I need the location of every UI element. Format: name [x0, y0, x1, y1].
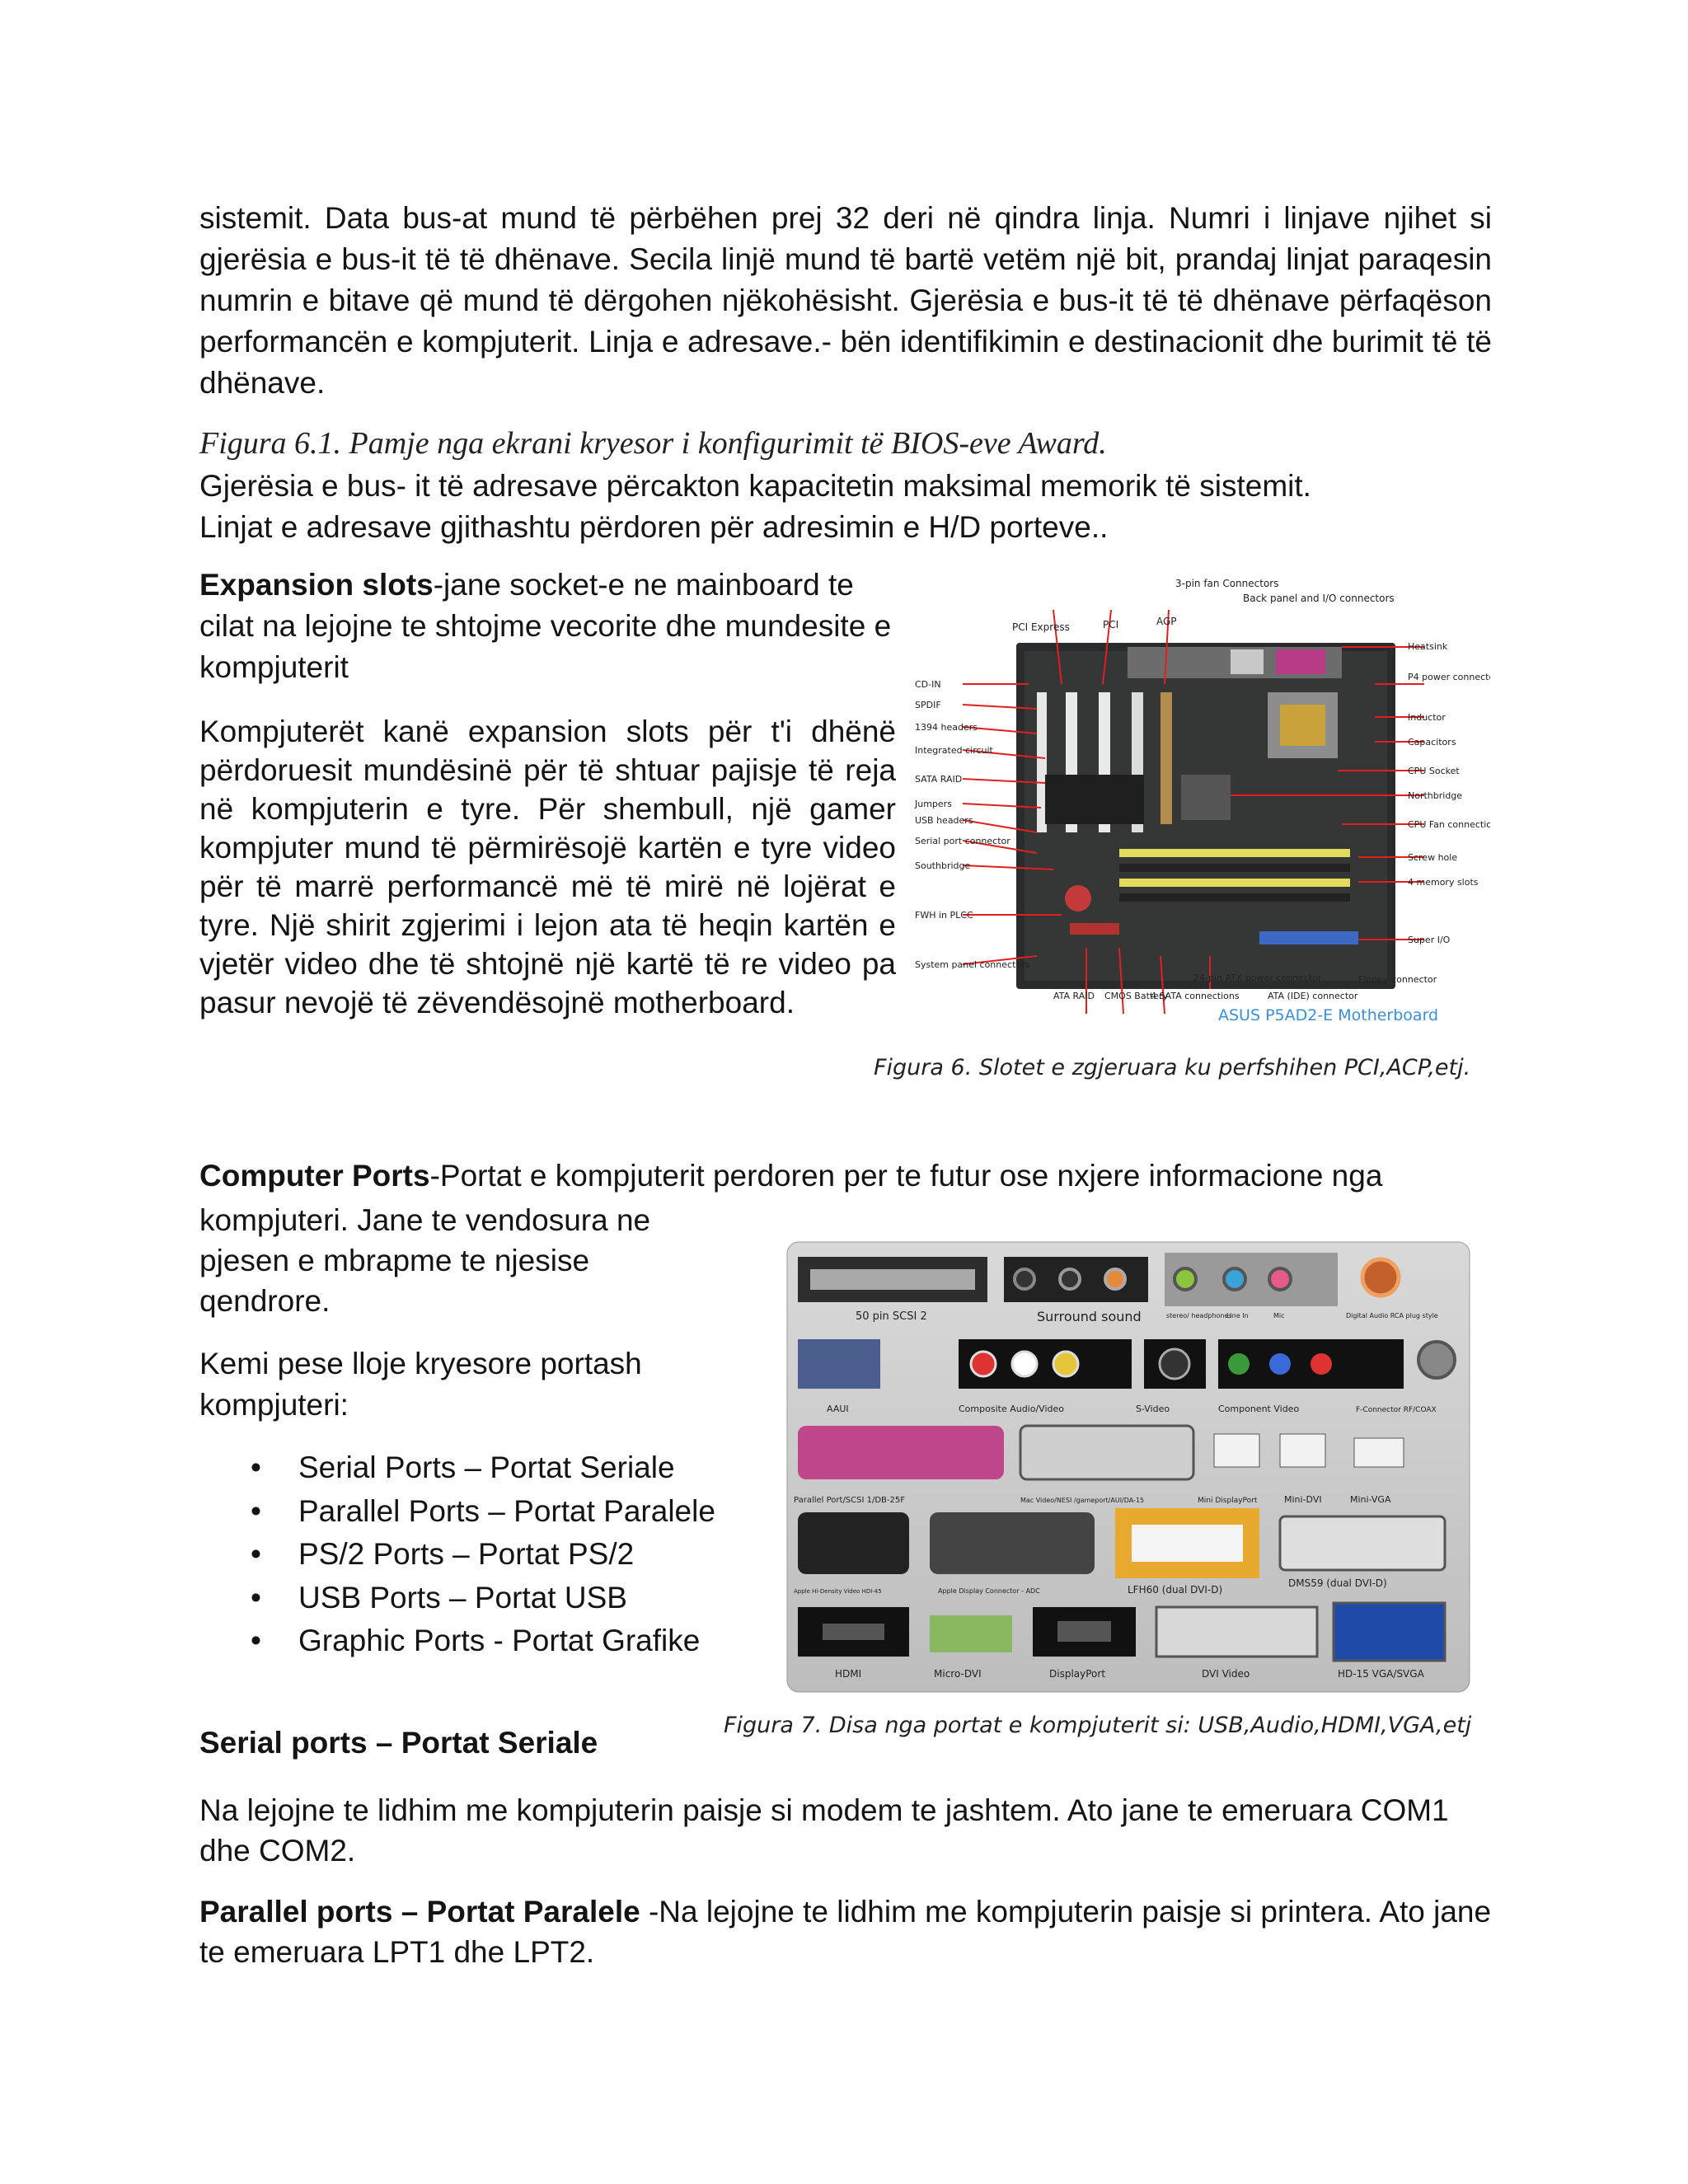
bullet-icon: •: [251, 1580, 261, 1615]
parallel-ports-text: -Na lejojne te lidhim me kompjuterin paisje si printera. Ato jane te emeruara LPT1 dhe LPT2.: [199, 1895, 1492, 1969]
expansion-paragraph: Kompjuterët kanë expansion slots për t'i dhënë përdoruesit mundësinë për të shtuar pajisje të reja në kompjuterin e tyre. Për shembull, një gamer kompjuter mund të përmirësojë kartën e tyre video për të marrë performancë më të mirë në lojërat e tyre. Një shirit zgjerimi i lejon ata të heqin kartën e vjetër video dhe të shtojnë një kartë të re video pa pasur nevojë të zëvendësojnë motherboard.: [199, 715, 896, 1019]
port-label-stereo: stereo/ headphones: [1166, 1312, 1232, 1319]
figure-6-1-caption: Figura 6.1. Pamje nga ekrani kryesor i konfigurimit të BIOS-eve Award.: [199, 426, 1107, 461]
mb-label-southbridge: Southbridge: [915, 860, 971, 871]
mb-label-system-panel: System panel connectors: [915, 959, 1030, 970]
mb-label-pci: PCI: [1103, 619, 1119, 630]
port-label-mini-vga: Mini-VGA: [1350, 1494, 1391, 1505]
motherboard-illustration: [913, 569, 1490, 1038]
port-label-mic: Mic: [1273, 1312, 1285, 1319]
figure-6-caption: Figura 6. Slotet e zgjeruara ku perfshihen PCI,ACP,etj.: [874, 1055, 1471, 1080]
port-label-dvi-video: DVI Video: [1202, 1668, 1250, 1680]
port-label-lfh60: LFH60 (dual DVI-D): [1128, 1584, 1223, 1596]
mb-label-pci-express: PCI Express: [1012, 621, 1070, 633]
computer-ports-intro: [199, 1155, 1518, 1197]
port-type-item: • PS/2 Ports – Portat PS/2: [199, 1533, 715, 1577]
port-label-mini-dvi: Mini-DVI: [1284, 1494, 1322, 1505]
bullet-icon: •: [251, 1537, 261, 1571]
mb-label-p4-power: P4 power connector: [1408, 672, 1490, 682]
mb-label-northbridge: Northbridge: [1408, 790, 1463, 801]
port-label-f-connector: F-Connector RF/COAX: [1356, 1406, 1437, 1414]
port-label-mini-displayport: Mini DisplayPort: [1198, 1497, 1258, 1505]
port-label-parallel: Parallel Port/SCSI 1/DB-25F: [794, 1496, 905, 1505]
port-label-mac-video: Mac Video/NESI /gameport/AUI/DA-15: [1020, 1497, 1145, 1504]
port-type-item: • USB Ports – Portat USB: [199, 1577, 715, 1620]
bullet-icon: •: [251, 1493, 261, 1528]
mb-label-screw-hole: Screw hole: [1408, 852, 1458, 863]
mb-label-heatsink: Heatsink: [1408, 641, 1448, 652]
port-label-composite: Composite Audio/Video: [959, 1404, 1064, 1414]
mb-label-sata-raid: SATA RAID: [915, 774, 963, 785]
mb-label-usb-headers: USB headers: [915, 815, 973, 826]
port-label-component: Component Video: [1218, 1404, 1300, 1414]
expansion-text: -jane socket-e ne mainboard te cilat na lejojne te shtojme vecorite dhe mundesite e kompjuterit: [199, 568, 892, 684]
port-type-item: • Graphic Ports - Portat Grafike: [199, 1619, 715, 1663]
mb-label-integrated-circuit: Integrated circuit: [915, 745, 993, 756]
port-type-item: • Parallel Ports – Portat Paralele: [199, 1490, 715, 1534]
mb-label-fwh: FWH in PLCC: [915, 910, 973, 921]
mb-label-ata-ide: ATA (IDE) connector: [1268, 991, 1358, 1001]
parallel-ports-paragraph: [199, 1891, 1518, 1972]
address-line-2: Linjat e adresave gjithashtu përdoren për adresimin e H/D porteve..: [199, 510, 1109, 544]
address-line-1: Gjerësia e bus- it të adresave përcakton kapacitetin maksimal memorik të sistemit.: [199, 469, 1311, 503]
port-label-scsi: 50 pin SCSI 2: [856, 1310, 927, 1323]
port-label-apple-hi-density: Apple Hi-Density Video HDI-45: [794, 1588, 882, 1595]
mb-label-super-io: Super I/O: [1408, 935, 1451, 945]
port-label-micro-dvi: Micro-DVI: [934, 1668, 982, 1680]
mb-label-serial-port: Serial port connector: [915, 836, 1010, 846]
serial-ports-title: Serial ports – Portat Seriale: [199, 1726, 598, 1760]
port-label-adc: Apple Display Connector - ADC: [938, 1587, 1040, 1595]
mb-label-agp: AGP: [1156, 616, 1177, 627]
mb-label-spdif: SPDIF: [915, 700, 941, 710]
mb-label-floppy: Floppy connector: [1358, 974, 1437, 985]
port-label-dms59: DMS59 (dual DVI-D): [1288, 1577, 1387, 1589]
intro-paragraph: sistemit. Data bus-at mund të përbëhen prej 32 deri në qindra linja. Numri i linjave njihet si gjerësia e bus-it të të dhënave. Secila linjë mund të bartë vetëm një bit, prandaj linjat paraqesin numrin e bitave që mund të dërgohen njëkohësisht. Gjerësia e bus-it të të dhënave përfaqëson performancën e kompjuterit. Linja e adresave.- bën identifikimin e destinacionit dhe burimit të të dhënave.: [199, 201, 1492, 400]
port-types-intro: Kemi pese lloje kryesore portash kompjuteri:: [199, 1347, 642, 1422]
mb-label-back-panel: Back panel and I/O connectors: [1243, 593, 1395, 604]
mb-label-4-sata: 4 SATA connections: [1151, 991, 1240, 1001]
computer-ports-title: Computer Ports: [199, 1159, 430, 1193]
port-label-hd15: HD-15 VGA/SVGA: [1338, 1668, 1424, 1680]
computer-ports-text: -Portat e kompjuterit perdoren per te futur ose nxjere informacione nga: [429, 1159, 1383, 1193]
mb-label-cpu-fan: CPU Fan connection: [1408, 819, 1490, 830]
mb-label-capacitors: Capacitors: [1408, 737, 1456, 748]
mb-label-1394: 1394 headers: [915, 722, 978, 733]
parallel-ports-title: Parallel ports – Portat Paralele: [199, 1895, 640, 1929]
mb-brand-label: ASUS P5AD2-E Motherboard: [1218, 1006, 1439, 1024]
expansion-intro: [199, 565, 908, 688]
mb-label-jumpers: Jumpers: [915, 799, 952, 809]
port-type-item: • Serial Ports – Portat Seriale: [199, 1446, 715, 1490]
port-label-hdmi: HDMI: [835, 1668, 862, 1680]
mb-label-fan-connectors: 3-pin fan Connectors: [1175, 578, 1279, 589]
port-label-displayport: DisplayPort: [1049, 1668, 1106, 1680]
port-label-surround: Surround sound: [1037, 1309, 1142, 1324]
mb-label-ata-raid: ATA RAID: [1053, 991, 1095, 1001]
mb-label-inductor: Inductor: [1408, 712, 1446, 723]
port-label-s-video: S-Video: [1136, 1404, 1170, 1414]
mb-label-cmos-battery: CMOS Battery: [1104, 991, 1169, 1001]
port-label-aaui: AAUI: [827, 1404, 849, 1414]
figure-7-caption: Figura 7. Disa nga portat e kompjuterit si: USB,Audio,HDMI,VGA,etj: [724, 1713, 1472, 1738]
mb-label-memory-slots: 4 memory slots: [1408, 877, 1479, 888]
mb-label-cd-in: CD-IN: [915, 679, 941, 690]
port-label-digital-audio: Digital Audio RCA plug style: [1346, 1312, 1438, 1319]
ports-figure: [785, 1240, 1471, 1694]
serial-ports-text: Na lejojne te lidhim me kompjuterin paisje si modem te jashtem. Ato jane te emeruara COM1 dhe COM2.: [199, 1793, 1449, 1868]
bullet-icon: •: [251, 1624, 261, 1657]
mb-label-cpu-socket: CPU Socket: [1408, 766, 1460, 776]
port-types-list: [199, 1446, 715, 1663]
ports-illustration: [785, 1240, 1471, 1694]
mb-label-24pin-atx: 24-pin ATX power connector: [1193, 972, 1322, 983]
port-label-line-in: Line In: [1226, 1312, 1249, 1319]
computer-ports-text-2: kompjuteri. Jane te vendosura ne pjesen e mbrapme te njesise qendrore.: [199, 1203, 651, 1318]
motherboard-figure: [913, 569, 1490, 1038]
expansion-title: Expansion slots: [199, 568, 434, 602]
bullet-icon: •: [251, 1451, 261, 1484]
